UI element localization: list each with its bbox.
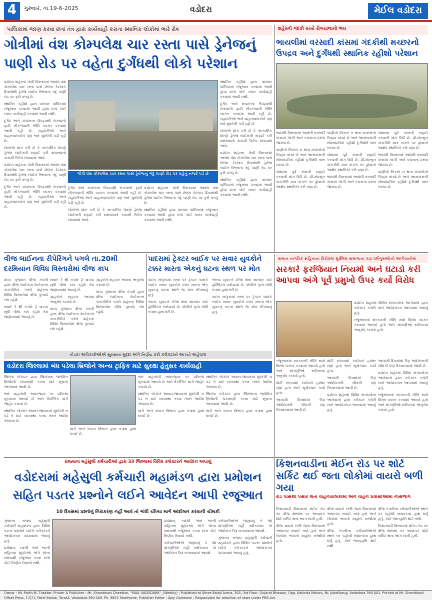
accident-column — [148, 278, 208, 348]
protest-paragraph: વડોદરા શહેરમાં વિવિધ સંગઠનોના આગેવાનો દ્વારા કલેક્ટર કચેરી ખાતે આવેદનપત્ર આપવામાં આવ્યું હતું. — [354, 301, 428, 315]
bridge-paragraph: ભારે વાહનોની અવરજવર પર પ્રતિબંધ મૂકવામાં આવ્યો છે અને વૈકલ્પિક માર્ગ જાહેર કરાયો છે. — [4, 392, 68, 406]
accident-paragraph: પાદરા તાલુકામાં રસ્તા પર ટ્રેક્ટર ચાલકે બાઈક સવાર યુવકોને ટક્કર મારતા એક યુવકનું ઘટના સ્થળે જ મોત નીપજ્યું હતું. — [212, 295, 272, 314]
protest-column — [276, 359, 325, 455]
short-circuit-paragraph: વીજ વાયરો બળી જતા વિસ્તારમાં અંધારપટ છવાઈ ગયો હતો અને લોકોમાં ભયનો માહોલ સર્જાયો હતો. — [327, 507, 376, 526]
revenue-paragraph: ગુજરાત રાજ્ય મહેસુલી કર્મચારી મહામંડળ દ્વારા વિવિધ પડતર પ્રશ્નોને લઈને કલેક્ટરને આવેદનપત્ર પાઠવવામાં આવ્યું હતું. — [218, 536, 272, 555]
power-cut-paragraph: ગ્રાહકોને સહકાર આપવા અનુરોધ કરાયો છે. — [50, 295, 94, 304]
power-cut-paragraph: ગ્રાહકોને સહકાર આપવા અનુરોધ કરાયો છે. — [96, 278, 144, 287]
right-top-paragraph: ભાયલી વિસ્તારમાં આવેલી વરસાદી કાંસમાં ગંદકી અને કચરાના ઢગલા જામ્યા છે. — [327, 175, 376, 189]
protest-paragraph: આગામી દિવસોમાં ઉગ્ર આંદોલનની ચીમકી પણ ઉચ્ચારવામાં આવી છે. — [327, 376, 376, 390]
right-top-paragraph: ચોમાસા પૂર્વે કાંસની સફાઈ કરવાની માંગ ઉઠી છે. પ્રી-મોન્સુન કામગીરી માત્ર કાગળ પર હોવાનો આક્ષેપ સ્થાનિકો કરી રહ્યા છે. — [378, 131, 428, 150]
right-top-column — [378, 131, 428, 250]
short-circuit-column — [276, 507, 325, 587]
right-top-paragraph: ભાયલી વિસ્તારમાં આવેલી વરસાદી કાંસમાં ગંદકી અને કચરાના ઢગલા જામ્યા છે. — [276, 131, 325, 145]
column-divider — [274, 25, 275, 253]
revenue-column — [4, 519, 50, 587]
accident-headline: પાદરામાં ટ્રેક્ટર બાઈક પર સવાર યુવકોને ટક્કર મારતા એકનું ઘટના સ્થળ પર મોત — [148, 255, 262, 273]
lead-column — [220, 80, 272, 250]
page-number: 4 — [4, 2, 20, 20]
masthead — [0, 0, 432, 22]
bridge-paragraph: સ્થાનિક લોકોને આવન-જાવનમાં મુશ્કેલી ન પડે તે માટે વ્યવસ્થા કરવા તંત્રને આદેશ અપાયા છે. — [138, 392, 204, 406]
protest-paragraph: વડોદરા શહેરમાં વિવિધ સંગઠનોના આગેવાનો દ્વારા કલેક્ટર કચેરી ખાતે આવેદનપત્ર આપવામાં આવ્યું હતું. — [327, 393, 376, 412]
protest-column — [378, 359, 428, 455]
right-top-paragraph: ભાયલી વિસ્તારમાં આવેલી વરસાદી કાંસમાં ગંદકી અને કચરાના ઢગલા જામ્યા છે. — [378, 153, 428, 167]
protest-kicker: સમાન નાગરિક સંહિતાના વિરોધમાં મુસ્લિમ સમાજના ત્રણ ધર્મગુરુઓની આગેવાનીમાં — [276, 254, 428, 263]
right-top-column — [276, 131, 325, 250]
revenue-paragraph: પ્રમોશન, બદલી અને ભરતી સહિતના મુદ્દાઓ અંગે લાંબા સમયથી રજૂઆત કરવા છતાં કોઈ નિર્ણય લેવાયો નથી. — [164, 519, 216, 538]
revenue-subhead: 10 દિવસમાં પ્રશ્નોનું નિરાકરણ નહીં આવે તો ગાંધી ચીંધ્યા માર્ગે આંદોલન કરવાની ચીમકી — [56, 510, 220, 515]
lead-paragraph: દુર્ગંધ અને મચ્છરના ઉપદ્રવથી રોગચાળો ફાટી નીકળવાની ભીતિ વ્યક્ત કરવામાં આવી રહી છે. રાહદારીઓ અને વાહનચાલકોને પણ ભારે મુશ્કેલી પડી રહી છે. — [4, 119, 66, 143]
protest-paragraph: આગામી દિવસોમાં ઉગ્ર આંદોલનની ચીમકી પણ ઉચ્ચારવામાં આવી છે. — [276, 398, 325, 412]
lead-paragraph: દુર્ગંધ અને મચ્છરના ઉપદ્રવથી રોગચાળો ફાટી નીકળવાની ભીતિ વ્યક્ત કરવામાં આવી રહી છે. રાહદારીઓ અને વાહનચાલકોને પણ ભારે મુશ્કેલી પડી રહી છે. — [220, 102, 272, 126]
column-divider — [274, 254, 275, 590]
revenue-paragraph: કર્મચારીઓએ જણાવ્યું કે જો માંગણીઓ નહીં સ્વીકારાય તો આંદોલન ઉગ્ર બનાવવામાં આવશે. — [218, 519, 272, 533]
right-top-headline: ભાયલીમાં વરસાદી કાંસમાં ગંદકીથી મચ્છરનો ઉપદ્રવ અને દુર્ગંધથી સ્થાનિક રહીશો પરેશાન — [276, 38, 419, 58]
lead-headline: ગોત્રીમાં વંશ કોમ્પલેક્ષ ચાર રસ્તા પાસે ડ્રેનેજનું પાણી રોડ પર વહેતા દુર્ગંધથી લોકો પરેશાન — [4, 37, 257, 72]
right-top-paragraph: ચોમાસા પૂર્વે કાંસની સફાઈ કરવાની માંગ ઉઠી છે. પ્રી-મોન્સુન કામગીરી માત્ર કાગળ પર હોવાનો આક્ષેપ સ્થાનિકો કરી રહ્યા છે. — [276, 170, 325, 189]
power-cut-headline: વીજ લાઈનના રીપેરિંગને પગલે તા.20મી દરમિયાન વિવિધ વિસ્તારોમાં વીજ કાપ — [4, 255, 118, 273]
short-circuit-paragraph: વીજ કંપનીના કર્મચારીઓએ સ્થળ પર પહોંચી સમારકામ હાથ ધર્યું હતું. કોઈ જાનહાનિ થઈ નથી. — [327, 529, 376, 548]
bridge-column — [138, 375, 204, 455]
right-top-paragraph: ચોમાસા પૂર્વે કાંસની સફાઈ કરવાની માંગ ઉઠી છે. પ્રી-મોન્સુન કામગીરી માત્ર કાગળ પર હોવાનો આક્ષેપ સ્થાનિકો કરી રહ્યા છે. — [327, 153, 376, 172]
lead-paragraph: વડોદરા શહેરના ગોત્રી વિસ્તારમાં આવેલ વંશ કોમ્પલેક્ષ ચાર રસ્તા પાસે છેલ્લા કેટલાક દિવસોથી ડ્રેનેજ લાઈન ઉભરાતા ગંદુ પાણી રોડ પર ફરી વળ્યું છે. — [4, 80, 66, 99]
lead-photo — [68, 80, 218, 170]
imprint-line: Owner : Mr. Parth M. Thakker. Printer & Publisher : Mr. Shambhavi Dheetkar, "MAIL VADODARA", (Weekly) ; Published at Shree Balaji Arena, 305, 3rd Floor, Gujarat Bhawan, Opp. Kakinda Motors, Nr. Jubellbaug, Vadodara-390 001. Printed at Mr. Shambhavi Offset Press, 17/71, Patel Estate, Tarsali, Vadodara-390 009. Ph. 9825 TakeHome, Publisher Editor : Ajay Gomewar - Responsible for selection of news under PRB Act. — [0, 590, 432, 600]
bridge-column — [4, 375, 68, 455]
issue-date: ગુરુવાર, તા.19-6-2025 — [24, 6, 79, 12]
revenue-headline: વડોદરામાં મહેસુલી કર્મચારી મહામંડળ દ્વારા પ્રમોશન સહિત પડતર પ્રશ્નોને લઈને આવેદન આપી રજૂઆત — [13, 470, 263, 502]
right-top-paragraph: પાણીનો નિકાલ ન થતા મચ્છરોનો ઉપદ્રવ વધ્યો છે અને આસપાસની સોસાયટીના રહીશો દુર્ગંધથી ત્રસ્ત બન્યા છે. — [276, 148, 325, 167]
right-top-column — [327, 131, 376, 250]
protest-paragraph: રજૂઆતમાં સરકારની નીતિ સામે વિરોધ વ્યક્ત કરવામાં આવ્યો હતો અને માંગણીઓ સ્વીકારવા અનુરોધ કરાયો હતો. — [276, 359, 325, 378]
short-circuit-headline: કિશનવાડીના મેઈન રોડ પર શોર્ટ સર્કિટ થઈ જતા લોકોમાં વાયરો બળી ગયા — [276, 459, 423, 493]
power-cut-paragraph: મધ્ય ગુજરાત વીજ કંપની દ્વારા વીજ લાઈનના મેન્ટેનન્સ કામગીરીને પગલે શહેરના વિવિધ વિસ્તારોમાં વીજ પુરવઠો બંધ રહેશે. — [96, 290, 144, 314]
bridge-headline: વડોદરા જિલ્લામાં બંધ પડેલા બ્રિજોને અન્ય ટ્રાફિક માટે સુરક્ષા હેતુસર કાર્યવાહી — [4, 361, 272, 373]
accident-paragraph: અન્ય યુવકને ઈજા થતા સારવાર માટે હોસ્પિટલ ખસેડાયો છે. પોલીસે ગુનો નોંધી તપાસ હાથ ધરી છે. — [148, 300, 208, 314]
revenue-paragraph: ગુજરાત રાજ્ય મહેસુલી કર્મચારી મહામંડળ દ્વારા વિવિધ પડતર પ્રશ્નોને લઈને કલેક્ટરને આવેદનપત્ર પાઠવવામાં આવ્યું હતું. — [4, 519, 50, 543]
bridge-paragraph: માર્ગ અને મકાન વિભાગ દ્વારા તપાસ હાથ ધરાઈ છે. — [206, 409, 272, 418]
newspaper-brand: મેઈલ વડોદરા — [368, 3, 428, 19]
power-cut-column — [96, 278, 144, 348]
lead-column — [144, 186, 218, 250]
protest-paragraph: રજૂઆતમાં સરકારની નીતિ સામે વિરોધ વ્યક્ત કરવામાં આવ્યો હતો અને માંગણીઓ સ્વીકારવા અનુરોધ કરાયો હતો. — [378, 393, 428, 412]
accident-paragraph: અન્ય યુવકને ઈજા થતા સારવાર માટે હોસ્પિટલ ખસેડાયો છે. પોલીસે ગુનો નોંધી તપાસ હાથ ધરી છે. — [212, 278, 272, 292]
bridge-paragraph: માર્ગ અને મકાન વિભાગ દ્વારા તપાસ હાથ ધરાઈ છે. — [138, 409, 204, 418]
revenue-column — [218, 519, 272, 587]
lead-paragraph: વડોદરા શહેરના ગોત્રી વિસ્તારમાં આવેલ વંશ કોમ્પલેક્ષ ચાર રસ્તા પાસે છેલ્લા કેટલાક દિવસોથી ડ્રેનેજ લાઈન ઉભરાતા ગંદુ પાણી રોડ પર ફરી વળ્યું છે. — [144, 186, 218, 205]
lead-paragraph: સ્થાનિક રહીશો દ્વારા વારંવાર પાલિકામાં રજૂઆત કરવામાં આવી હોવા છતાં કોઈ નક્કર કાર્યવાહી કરવામાં આવી નથી. — [4, 102, 66, 116]
short-circuit-column — [378, 507, 428, 587]
bridge-column — [70, 427, 136, 455]
lead-paragraph: દુર્ગંધ અને મચ્છરના ઉપદ્રવથી રોગચાળો ફાટી નીકળવાની ભીતિ વ્યક્ત કરવામાં આવી રહી છે. રાહદારીઓ અને વાહનચાલકોને પણ ભારે મુશ્કેલી પડી રહી છે. — [4, 185, 66, 209]
lead-paragraph: વડોદરા શહેરના ગોત્રી વિસ્તારમાં આવેલ વંશ કોમ્પલેક્ષ ચાર રસ્તા પાસે છેલ્લા કેટલાક દિવસોથી ડ્રેનેજ લાઈન ઉભરાતા ગંદુ પાણી રોડ પર ફરી વળ્યું છે. — [4, 163, 66, 182]
lead-paragraph: લોકોએ માંગ કરી છે કે તાત્કાલિક ધોરણે ડ્રેનેજ લાઈનની સફાઈ કરી સમસ્યાનો કાયમી ઉકેલ લાવવામાં આવે. — [68, 208, 142, 222]
bridge-paragraph: જિલ્લા કલેક્ટર દ્વારા જિલ્લાના જર્જરિત બ્રિજોની ચકાસણી કરવા માટે સૂચના આપવામાં આવી છે. — [206, 392, 272, 406]
power-cut-paragraph: મધ્ય ગુજરાત વીજ કંપની દ્વારા વીજ લાઈનના મેન્ટેનન્સ કામગીરીને પગલે શહેરના વિવિધ વિસ્તારોમાં વીજ પુરવઠો બંધ રહેશે. — [50, 307, 94, 331]
accident-paragraph: પાદરા તાલુકામાં રસ્તા પર ટ્રેક્ટર ચાલકે બાઈક સવાર યુવકોને ટક્કર મારતા એક યુવકનું ઘટના સ્થળે જ મોત નીપજ્યું હતું. — [148, 278, 208, 297]
lead-kicker: પાલિકામાં જાણ કરવા છતાં તંત્ર દ્વારા કાર્યવાહી કરાતા સ્થાનિક લોકોમાં ભારે રોષ — [4, 25, 272, 35]
protest-paragraph: આગામી દિવસોમાં ઉગ્ર આંદોલનની ચીમકી પણ ઉચ્ચારવામાં આવી છે. — [378, 359, 428, 368]
protest-headline: સરકારે ફરજિયાત નિયમો અને ઘટાડો કરી આપવા અંગે પૂર્વ પ્રમુખો ઉપર કર્યો વિરોધ — [276, 265, 421, 286]
lead-paragraph: વડોદરા શહેરના ગોત્રી વિસ્તારમાં આવેલ વંશ કોમ્પલેક્ષ ચાર રસ્તા પાસે છેલ્લા કેટલાક દિવસોથી ડ્રેનેજ લાઈન ઉભરાતા ગંદુ પાણી રોડ પર ફરી વળ્યું છે. — [220, 151, 272, 175]
bridge-column — [206, 375, 272, 455]
revenue-photo — [52, 519, 162, 587]
right-top-paragraph: પાણીનો નિકાલ ન થતા મચ્છરોનો ઉપદ્રવ વધ્યો છે અને આસપાસની સોસાયટીના રહીશો દુર્ગંધથી ત્રસ્ત બન્યા છે. — [378, 170, 428, 189]
column-divider — [146, 254, 147, 350]
power-cut-paragraph: સવારે 7 થી બપોરે 2 વાગ્યા સુધી વીજ કાપ રહેશે તેમ જણાવવામાં આવ્યું છે. — [4, 305, 48, 319]
short-circuit-paragraph: વીજ કંપનીના કર્મચારીઓએ સ્થળ પર પહોંચી સમારકામ હાથ ધર્યું હતું. કોઈ જાનહાનિ થઈ નથી. — [378, 507, 428, 521]
revenue-kicker: રાજ્યના મહેસુલી કર્મચારીઓ દ્વારા 33 જિલ્લામાં વિવિધ કલેક્ટરને આવેદન અપાયું — [64, 460, 212, 465]
section-divider — [4, 457, 428, 458]
lead-paragraph: સ્થાનિક રહીશો દ્વારા વારંવાર પાલિકામાં રજૂઆત કરવામાં આવી હોવા છતાં કોઈ નક્કર કાર્યવાહી કરવામાં આવી નથી. — [220, 80, 272, 99]
lead-paragraph: લોકોએ માંગ કરી છે કે તાત્કાલિક ધોરણે ડ્રેનેજ લાઈનની સફાઈ કરી સમસ્યાનો કાયમી ઉકેલ લાવવામાં આવે. — [220, 129, 272, 148]
power-cut-paragraph: સવારે 7 થી બપોરે 2 વાગ્યા સુધી વીજ કાપ રહેશે તેમ જણાવવામાં આવ્યું છે. — [50, 278, 94, 292]
bridge-photo — [70, 375, 136, 425]
bridge-paragraph: માર્ગ અને મકાન વિભાગ દ્વારા તપાસ હાથ ધરાઈ છે. — [70, 427, 136, 436]
power-cut-column — [50, 278, 94, 348]
short-circuit-subhead: રોડ પાસેથી પસાર થતા વાહનચાલકોમાં અને વાહન પ્રવાસીઓમાં નાસભાગ — [276, 495, 411, 500]
edition-city: વડોદરા — [190, 5, 212, 14]
lead-photo-caption: ગોત્રી વંશ કોમ્પલેક્ષ ચાર રસ્તા પાસે ડ્રેનેજનું ગંદુ પાણી રોડ પર વહેતું નજરે પડે છે — [68, 171, 218, 183]
bridge-paragraph: સ્થાનિક લોકોને આવન-જાવનમાં મુશ્કેલી ન પડે તે માટે વ્યવસ્થા કરવા તંત્રને આદેશ અપાયા છે. — [4, 409, 68, 423]
right-top-photo — [276, 63, 428, 129]
revenue-column — [164, 519, 216, 587]
short-circuit-paragraph: કિશનવાડી વિસ્તારમાં મેઈન રોડ પર વીજ થાંભલા પર અચાનક શોર્ટ સર્કિટ થતા આગ લાગી હતી. — [378, 524, 428, 538]
bridge-paragraph: ભારે વાહનોની અવરજવર પર પ્રતિબંધ મૂકવામાં આવ્યો છે અને વૈકલ્પિક માર્ગ જાહેર કરાયો છે. — [138, 375, 204, 389]
revenue-paragraph: પ્રમોશન, બદલી અને ભરતી સહિતના મુદ્દાઓ અંગે લાંબા સમયથી રજૂઆત કરવા છતાં કોઈ નિર્ણય લેવાયો નથી. — [4, 546, 50, 565]
protest-paragraph: વડોદરા શહેરમાં વિવિધ સંગઠનોના આગેવાનો દ્વારા કલેક્ટર કચેરી ખાતે આવેદનપત્ર આપવામાં આવ્યું હતું. — [378, 371, 428, 390]
protest-photo — [276, 301, 352, 357]
lead-paragraph: લોકોએ માંગ કરી છે કે તાત્કાલિક ધોરણે ડ્રેનેજ લાઈનની સફાઈ કરી સમસ્યાનો કાયમી ઉકેલ લાવવામાં આવે. — [4, 146, 66, 160]
lead-paragraph: દુર્ગંધ અને મચ્છરના ઉપદ્રવથી રોગચાળો ફાટી નીકળવાની ભીતિ વ્યક્ત કરવામાં આવી રહી છે. રાહદારીઓ અને વાહનચાલકોને પણ ભારે મુશ્કેલી પડી રહી છે. — [68, 186, 142, 205]
short-circuit-paragraph: કિશનવાડી વિસ્તારમાં મેઈન રોડ પર વીજ થાંભલા પર અચાનક શોર્ટ સર્કિટ થતા આગ લાગી હતી. — [276, 507, 325, 521]
protest-column — [327, 359, 376, 455]
power-cut-paragraph: મધ્ય ગુજરાત વીજ કંપની દ્વારા વીજ લાઈનના મેન્ટેનન્સ કામગીરીને પગલે શહેરના વિવિધ વિસ્તારોમાં વીજ પુરવઠો બંધ રહેશે. — [4, 278, 48, 302]
lead-column — [4, 80, 66, 250]
protest-paragraph: મોટી સંખ્યામાં કાર્યકરો હાજર રહ્યા હતા અને સૂત્રોચ્ચાર કર્યા હતા. — [276, 381, 325, 395]
right-top-kicker: શહેરની ગંદકી વચ્ચે રોગચાળાનો ભય — [276, 25, 428, 35]
lead-column — [68, 186, 142, 250]
bridge-paragraph: સ્થાનિક લોકોને આવન-જાવનમાં મુશ્કેલી ન પડે તે માટે વ્યવસ્થા કરવા તંત્રને આદેશ અપાયા છે. — [206, 375, 272, 389]
short-circuit-paragraph: વીજ વાયરો બળી જતા વિસ્તારમાં અંધારપટ છવાઈ ગયો હતો અને લોકોમાં ભયનો માહોલ સર્જાયો હતો. — [276, 524, 325, 543]
short-circuit-column — [327, 507, 376, 587]
banner-strip: તોડકા અધિકારીઓએ સુરક્ષાના મુદ્દા અંગે નિર્ણય કરી કલેક્ટરને આપ્યો અહેવાલ — [4, 351, 272, 359]
lead-paragraph: સ્થાનિક રહીશો દ્વારા વારંવાર પાલિકામાં રજૂઆત કરવામાં આવી હોવા છતાં કોઈ નક્કર કાર્યવાહી કરવામાં આવી નથી. — [144, 208, 218, 222]
revenue-paragraph: કર્મચારીઓએ જણાવ્યું કે જો માંગણીઓ નહીં સ્વીકારાય તો આંદોલન ઉગ્ર બનાવવામાં આવશે. — [164, 541, 216, 555]
power-cut-column — [4, 278, 48, 348]
protest-paragraph: રજૂઆતમાં સરકારની નીતિ સામે વિરોધ વ્યક્ત કરવામાં આવ્યો હતો અને માંગણીઓ સ્વીકારવા અનુરોધ કરાયો હતો. — [354, 318, 428, 332]
section-divider — [4, 252, 428, 253]
protest-paragraph: મોટી સંખ્યામાં કાર્યકરો હાજર રહ્યા હતા અને સૂત્રોચ્ચાર કર્યા હતા. — [327, 359, 376, 373]
lead-paragraph: સ્થાનિક રહીશો દ્વારા વારંવાર પાલિકામાં રજૂઆત કરવામાં આવી હોવા છતાં કોઈ નક્કર કાર્યવાહી કરવામાં આવી નથી. — [220, 178, 272, 197]
accident-column — [212, 278, 272, 348]
bridge-paragraph: જિલ્લા કલેક્ટર દ્વારા જિલ્લાના જર્જરિત બ્રિજોની ચકાસણી કરવા માટે સૂચના આપવામાં આવી છે. — [4, 375, 68, 389]
protest-column — [354, 301, 428, 357]
right-top-paragraph: પાણીનો નિકાલ ન થતા મચ્છરોનો ઉપદ્રવ વધ્યો છે અને આસપાસની સોસાયટીના રહીશો દુર્ગંધથી ત્રસ્ત બન્યા છે. — [327, 131, 376, 150]
